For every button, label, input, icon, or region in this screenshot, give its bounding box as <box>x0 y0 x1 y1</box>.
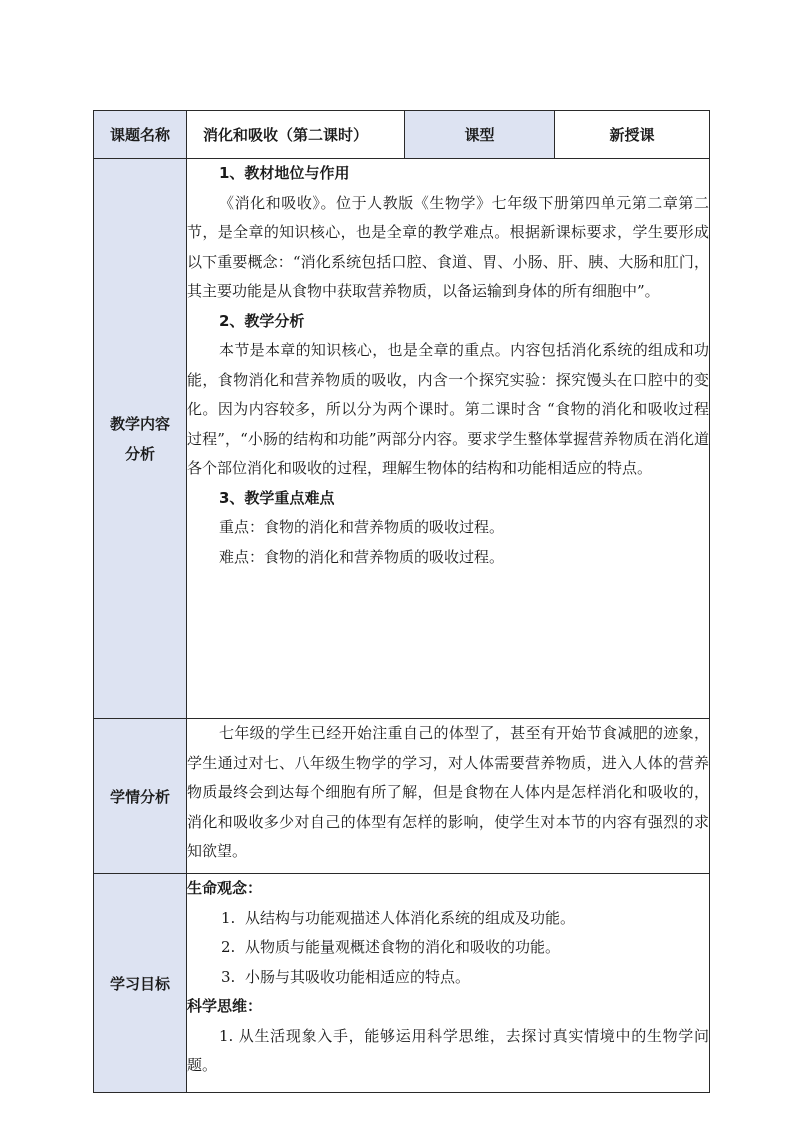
section1-title: 1、教材地位与作用 <box>219 164 350 182</box>
learner-analysis-label: 学情分析 <box>94 719 187 874</box>
course-name-value: 消化和吸收（第二课时） <box>187 111 405 159</box>
objectives-label: 学习目标 <box>94 874 187 1093</box>
content-analysis-body <box>187 159 710 719</box>
content-analysis-label-line2: 分析 <box>124 444 155 463</box>
science-thinking-title: 科学思维： <box>187 997 263 1015</box>
lesson-type-label: 课型 <box>405 111 555 159</box>
learner-analysis-row <box>94 719 710 874</box>
section2-title: 2、教学分析 <box>219 311 305 330</box>
section1-text: 《消化和吸收》。位于人教版《生物学》七年级下册第四单元第二章第二节，是全章的知识核心，也是全章的教学难点。根据新课标要求，学生要形成以下重要概念：“消化系统包括口腔、食道、胃、小肠、肝、胰、大肠和肛门，其主要功能是从食物中获取营养物质，以备运输到身体的所有细胞中”。 <box>187 193 709 300</box>
content-analysis-label <box>94 159 187 719</box>
section3-title: 3、教学重点难点 <box>219 488 335 507</box>
life-item-number: 1. <box>221 908 236 927</box>
section2-text: 本节是本章的知识核心，也是全章的重点。内容包括消化系统的组成和功能，食物消化和营养物质的吸收，内含一个探究实验：探究馒头在口腔中的变化。因为内容较多，所以分为两个课时。第二课时含 “食物的消化和吸收过程过程”，“小肠的结构和功能”两部分内容。要求学生整体掌握营养物质在消化道各个部位消化和吸收的过程，理解生物体的结构和功能相适应的特点。 <box>187 341 709 477</box>
life-item <box>187 933 709 963</box>
life-item-number: 2. <box>221 938 236 956</box>
life-item-number: 3. <box>221 967 236 986</box>
science-item-text: 从生活现象入手，能够运用科学思维，去探讨真实情境中的生物学问题。 <box>187 1026 709 1074</box>
life-concept-title: 生命观念： <box>187 879 263 897</box>
objectives-body <box>187 874 710 1093</box>
life-item-text: 从物质与能量观概述食物的消化和吸收的功能。 <box>245 938 561 956</box>
content-analysis-row <box>94 159 710 719</box>
difficult-point: 难点：食物的消化和营养物质的吸收过程。 <box>219 547 505 566</box>
header-row <box>94 111 710 159</box>
life-item <box>187 904 709 934</box>
lesson-type-value: 新授课 <box>555 111 710 159</box>
science-item-number: 1. <box>219 1026 234 1045</box>
science-item <box>187 1022 709 1081</box>
content-analysis-label-line1: 教学内容 <box>109 414 170 433</box>
lesson-plan-table <box>93 110 710 1093</box>
key-point: 重点：食物的消化和营养物质的吸收过程。 <box>219 518 505 536</box>
course-name-label: 课题名称 <box>94 111 187 159</box>
learner-analysis-body <box>187 719 710 874</box>
life-item <box>187 963 709 993</box>
life-item-text: 小肠与其吸收功能相适应的特点。 <box>245 967 471 986</box>
learner-analysis-text: 七年级的学生已经开始注重自己的体型了，甚至有开始节食减肥的迹象，学生通过对七、八年级生物学的学习，对人体需要营养物质，进入人体的营养物质最终会到达每个细胞有所了解，但是食物在人体内是怎样消化和吸收的，消化和吸收多少对自己的体型有怎样的影响，使学生对本节的内容有强烈的求知欲望。 <box>187 724 709 860</box>
life-item-text: 从结构与功能观描述人体消化系统的组成及功能。 <box>245 908 576 927</box>
objectives-row <box>94 874 710 1093</box>
